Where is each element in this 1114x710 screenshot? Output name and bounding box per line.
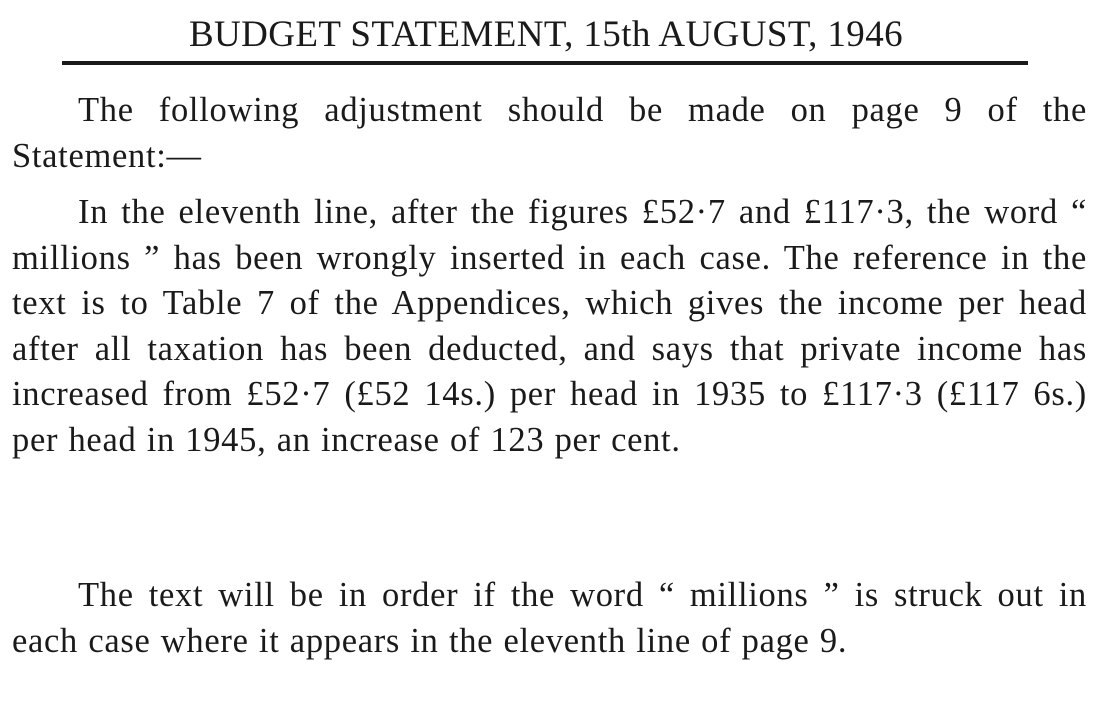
heading-underline [62, 61, 1028, 65]
document-heading: BUDGET STATEMENT, 15th AUGUST, 1946 [188, 14, 904, 55]
paragraph-conclusion: The text will be in order if the word “ millions ” is struck out in each case where it appears in the eleventh line of page 9. [12, 576, 1087, 660]
paragraph-correction-detail: In the eleventh line, after the figures £52·7 and £117·3, the word “ millions ” has been wrongly inserted in each case. The reference in the text is to Table 7 of the Appendices, which gives the income per head after all taxation has been deducted, and says that private income has increased from £52·7 (£52 14s.) per head in 1935 to £117·3 (£117 6s.) per head in 1945, an increase of 123 per cent. [12, 193, 1087, 459]
heading-container [62, 10, 1030, 60]
paragraph-adjustment-intro: The following adjustment should be made on page 9 of the Statement:— [12, 91, 1087, 175]
